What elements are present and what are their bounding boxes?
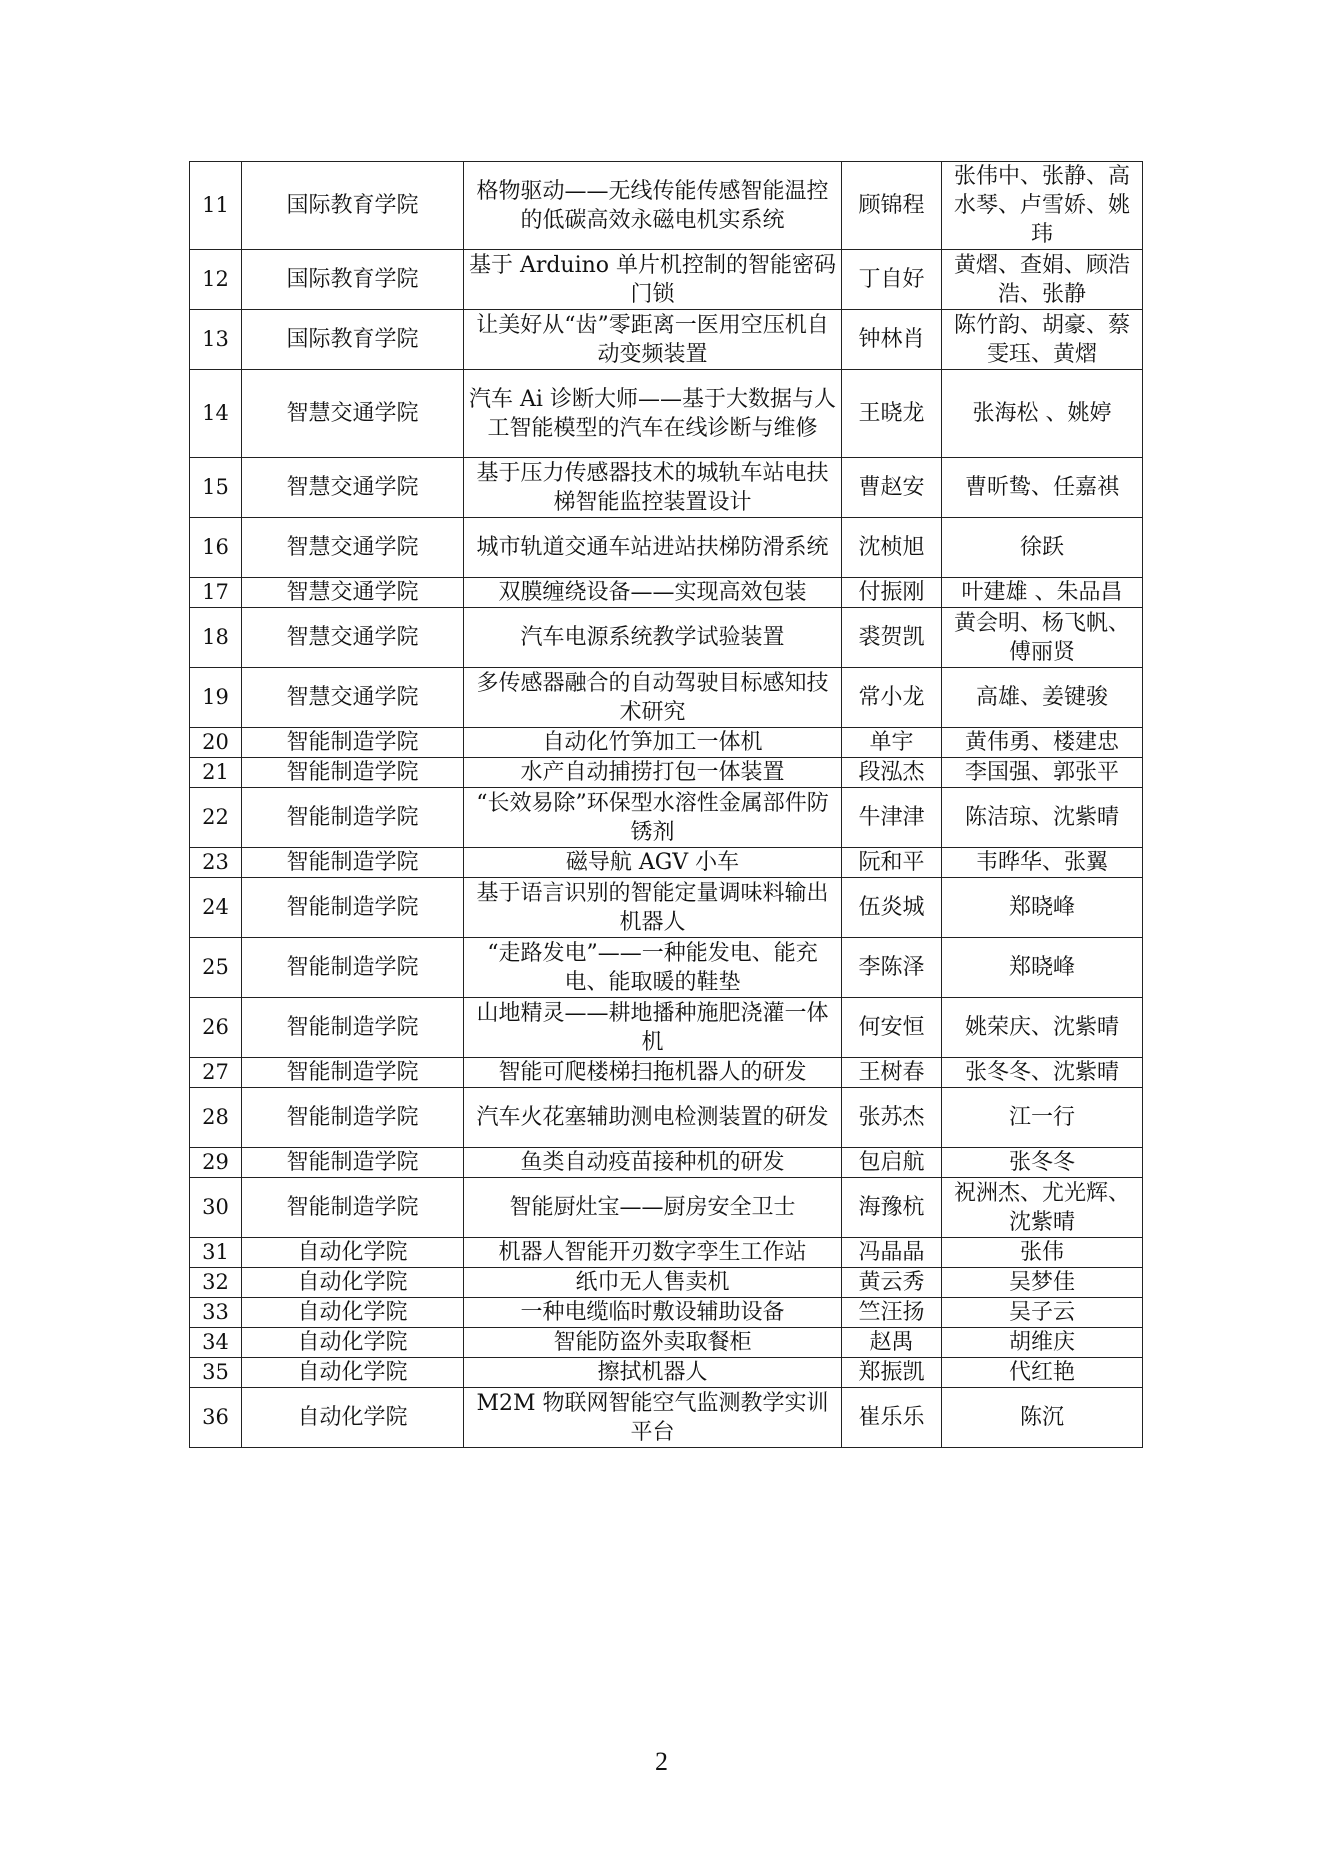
college-cell: 智慧交通学院 <box>242 370 464 458</box>
project-name-cell: 基于语言识别的智能定量调味料输出机器人 <box>464 878 842 938</box>
project-name-cell: 智能厨灶宝——厨房安全卫士 <box>464 1178 842 1238</box>
members-cell: 郑晓峰 <box>942 938 1143 998</box>
table-row <box>190 668 1143 728</box>
project-name-cell: 汽车电源系统教学试验装置 <box>464 608 842 668</box>
project-name-cell: 城市轨道交通车站进站扶梯防滑系统 <box>464 518 842 578</box>
college-cell: 国际教育学院 <box>242 162 464 250</box>
members-cell: 曹昕鸷、任嘉祺 <box>942 458 1143 518</box>
college-cell: 智能制造学院 <box>242 1088 464 1148</box>
row-number: 34 <box>190 1328 242 1358</box>
table-row <box>190 998 1143 1058</box>
leader-cell: 顾锦程 <box>842 162 942 250</box>
table-row <box>190 1178 1143 1238</box>
table-row <box>190 578 1143 608</box>
table-row <box>190 1388 1143 1448</box>
college-cell: 智慧交通学院 <box>242 578 464 608</box>
members-cell: 黄会明、杨飞帆、傅丽贤 <box>942 608 1143 668</box>
table-row <box>190 1298 1143 1328</box>
leader-cell: 曹赵安 <box>842 458 942 518</box>
table-row <box>190 1148 1143 1178</box>
project-table <box>189 161 1143 1448</box>
project-name-cell: 机器人智能开刃数字孪生工作站 <box>464 1238 842 1268</box>
members-cell: 李国强、郭张平 <box>942 758 1143 788</box>
leader-cell: 钟林肖 <box>842 310 942 370</box>
members-cell: 陈竹韵、胡豪、蔡雯珏、黄熠 <box>942 310 1143 370</box>
row-number: 19 <box>190 668 242 728</box>
college-cell: 自动化学院 <box>242 1328 464 1358</box>
table-row <box>190 788 1143 848</box>
leader-cell: 黄云秀 <box>842 1268 942 1298</box>
table-row <box>190 310 1143 370</box>
leader-cell: 冯晶晶 <box>842 1238 942 1268</box>
table-row <box>190 370 1143 458</box>
project-name-cell: 自动化竹笋加工一体机 <box>464 728 842 758</box>
table-row <box>190 1238 1143 1268</box>
project-table-body <box>190 162 1143 1448</box>
row-number: 22 <box>190 788 242 848</box>
project-name-cell: 鱼类自动疫苗接种机的研发 <box>464 1148 842 1178</box>
row-number: 30 <box>190 1178 242 1238</box>
project-name-cell: “长效易除”环保型水溶性金属部件防锈剂 <box>464 788 842 848</box>
project-name-cell: 纸巾无人售卖机 <box>464 1268 842 1298</box>
row-number: 27 <box>190 1058 242 1088</box>
project-name-cell: 双膜缠绕设备——实现高效包装 <box>464 578 842 608</box>
college-cell: 自动化学院 <box>242 1268 464 1298</box>
college-cell: 智能制造学院 <box>242 998 464 1058</box>
leader-cell: 伍炎城 <box>842 878 942 938</box>
row-number: 16 <box>190 518 242 578</box>
college-cell: 智能制造学院 <box>242 758 464 788</box>
row-number: 31 <box>190 1238 242 1268</box>
college-cell: 智能制造学院 <box>242 938 464 998</box>
leader-cell: 付振刚 <box>842 578 942 608</box>
members-cell: 张伟 <box>942 1238 1143 1268</box>
project-name-cell: 汽车 Ai 诊断大师——基于大数据与人工智能模型的汽车在线诊断与维修 <box>464 370 842 458</box>
table-row <box>190 1358 1143 1388</box>
row-number: 11 <box>190 162 242 250</box>
table-row <box>190 758 1143 788</box>
leader-cell: 郑振凯 <box>842 1358 942 1388</box>
leader-cell: 崔乐乐 <box>842 1388 942 1448</box>
project-name-cell: “走路发电”——一种能发电、能充电、能取暖的鞋垫 <box>464 938 842 998</box>
leader-cell: 李陈泽 <box>842 938 942 998</box>
row-number: 33 <box>190 1298 242 1328</box>
leader-cell: 张苏杰 <box>842 1088 942 1148</box>
members-cell: 韦晔华、张翼 <box>942 848 1143 878</box>
row-number: 28 <box>190 1088 242 1148</box>
row-number: 24 <box>190 878 242 938</box>
members-cell: 黄熠、查娟、顾浩浩、张静 <box>942 250 1143 310</box>
project-name-cell: 擦拭机器人 <box>464 1358 842 1388</box>
table-row <box>190 1058 1143 1088</box>
table-row <box>190 608 1143 668</box>
college-cell: 智能制造学院 <box>242 1058 464 1088</box>
project-name-cell: 一种电缆临时敷设辅助设备 <box>464 1298 842 1328</box>
row-number: 14 <box>190 370 242 458</box>
members-cell: 吴子云 <box>942 1298 1143 1328</box>
college-cell: 智慧交通学院 <box>242 608 464 668</box>
row-number: 17 <box>190 578 242 608</box>
members-cell: 张冬冬、沈紫晴 <box>942 1058 1143 1088</box>
table-row <box>190 458 1143 518</box>
college-cell: 自动化学院 <box>242 1298 464 1328</box>
members-cell: 郑晓峰 <box>942 878 1143 938</box>
row-number: 23 <box>190 848 242 878</box>
leader-cell: 常小龙 <box>842 668 942 728</box>
leader-cell: 丁自好 <box>842 250 942 310</box>
college-cell: 自动化学院 <box>242 1388 464 1448</box>
row-number: 15 <box>190 458 242 518</box>
members-cell: 叶建雄 、朱品昌 <box>942 578 1143 608</box>
college-cell: 自动化学院 <box>242 1358 464 1388</box>
leader-cell: 沈桢旭 <box>842 518 942 578</box>
project-name-cell: 汽车火花塞辅助测电检测装置的研发 <box>464 1088 842 1148</box>
college-cell: 智能制造学院 <box>242 848 464 878</box>
table-row <box>190 878 1143 938</box>
college-cell: 国际教育学院 <box>242 310 464 370</box>
members-cell: 姚荣庆、沈紫晴 <box>942 998 1143 1058</box>
leader-cell: 裘贺凯 <box>842 608 942 668</box>
row-number: 13 <box>190 310 242 370</box>
leader-cell: 王晓龙 <box>842 370 942 458</box>
row-number: 32 <box>190 1268 242 1298</box>
leader-cell: 包启航 <box>842 1148 942 1178</box>
project-name-cell: 山地精灵——耕地播种施肥浇灌一体机 <box>464 998 842 1058</box>
table-row <box>190 938 1143 998</box>
page-number: 2 <box>655 1747 668 1776</box>
project-name-cell: 智能防盗外卖取餐柜 <box>464 1328 842 1358</box>
table-row <box>190 518 1143 578</box>
table-row <box>190 162 1143 250</box>
members-cell: 代红艳 <box>942 1358 1143 1388</box>
table-row <box>190 1268 1143 1298</box>
leader-cell: 海豫杭 <box>842 1178 942 1238</box>
leader-cell: 单宇 <box>842 728 942 758</box>
leader-cell: 牛津津 <box>842 788 942 848</box>
project-name-cell: 格物驱动——无线传能传感智能温控的低碳高效永磁电机实系统 <box>464 162 842 250</box>
college-cell: 智能制造学院 <box>242 1148 464 1178</box>
project-name-cell: 磁导航 AGV 小车 <box>464 848 842 878</box>
members-cell: 张冬冬 <box>942 1148 1143 1178</box>
leader-cell: 竺汪扬 <box>842 1298 942 1328</box>
college-cell: 智能制造学院 <box>242 728 464 758</box>
members-cell: 张海松 、姚婷 <box>942 370 1143 458</box>
project-name-cell: 多传感器融合的自动驾驶目标感知技术研究 <box>464 668 842 728</box>
row-number: 36 <box>190 1388 242 1448</box>
project-name-cell: 让美好从“齿”零距离一医用空压机自动变频装置 <box>464 310 842 370</box>
leader-cell: 赵禺 <box>842 1328 942 1358</box>
project-name-cell: 基于压力传感器技术的城轨车站电扶梯智能监控装置设计 <box>464 458 842 518</box>
college-cell: 智能制造学院 <box>242 1178 464 1238</box>
row-number: 12 <box>190 250 242 310</box>
college-cell: 智能制造学院 <box>242 878 464 938</box>
members-cell: 吴梦佳 <box>942 1268 1143 1298</box>
college-cell: 智慧交通学院 <box>242 668 464 728</box>
members-cell: 江一行 <box>942 1088 1143 1148</box>
members-cell: 陈洁琼、沈紫晴 <box>942 788 1143 848</box>
row-number: 29 <box>190 1148 242 1178</box>
table-row <box>190 848 1143 878</box>
table-row <box>190 1328 1143 1358</box>
project-name-cell: M2M 物联网智能空气监测教学实训平台 <box>464 1388 842 1448</box>
members-cell: 陈沉 <box>942 1388 1143 1448</box>
row-number: 26 <box>190 998 242 1058</box>
members-cell: 胡维庆 <box>942 1328 1143 1358</box>
college-cell: 自动化学院 <box>242 1238 464 1268</box>
members-cell: 张伟中、张静、高水琴、卢雪娇、姚玮 <box>942 162 1143 250</box>
college-cell: 智慧交通学院 <box>242 518 464 578</box>
row-number: 20 <box>190 728 242 758</box>
leader-cell: 王树春 <box>842 1058 942 1088</box>
members-cell: 高雄、姜键骏 <box>942 668 1143 728</box>
table-row <box>190 250 1143 310</box>
project-name-cell: 基于 Arduino 单片机控制的智能密码门锁 <box>464 250 842 310</box>
project-name-cell: 智能可爬楼梯扫拖机器人的研发 <box>464 1058 842 1088</box>
row-number: 18 <box>190 608 242 668</box>
table-row <box>190 728 1143 758</box>
college-cell: 国际教育学院 <box>242 250 464 310</box>
members-cell: 黄伟勇、楼建忠 <box>942 728 1143 758</box>
row-number: 35 <box>190 1358 242 1388</box>
members-cell: 祝洲杰、尤光辉、沈紫晴 <box>942 1178 1143 1238</box>
project-name-cell: 水产自动捕捞打包一体装置 <box>464 758 842 788</box>
members-cell: 徐跃 <box>942 518 1143 578</box>
leader-cell: 段泓杰 <box>842 758 942 788</box>
leader-cell: 阮和平 <box>842 848 942 878</box>
row-number: 21 <box>190 758 242 788</box>
table-row <box>190 1088 1143 1148</box>
college-cell: 智能制造学院 <box>242 788 464 848</box>
leader-cell: 何安恒 <box>842 998 942 1058</box>
college-cell: 智慧交通学院 <box>242 458 464 518</box>
row-number: 25 <box>190 938 242 998</box>
